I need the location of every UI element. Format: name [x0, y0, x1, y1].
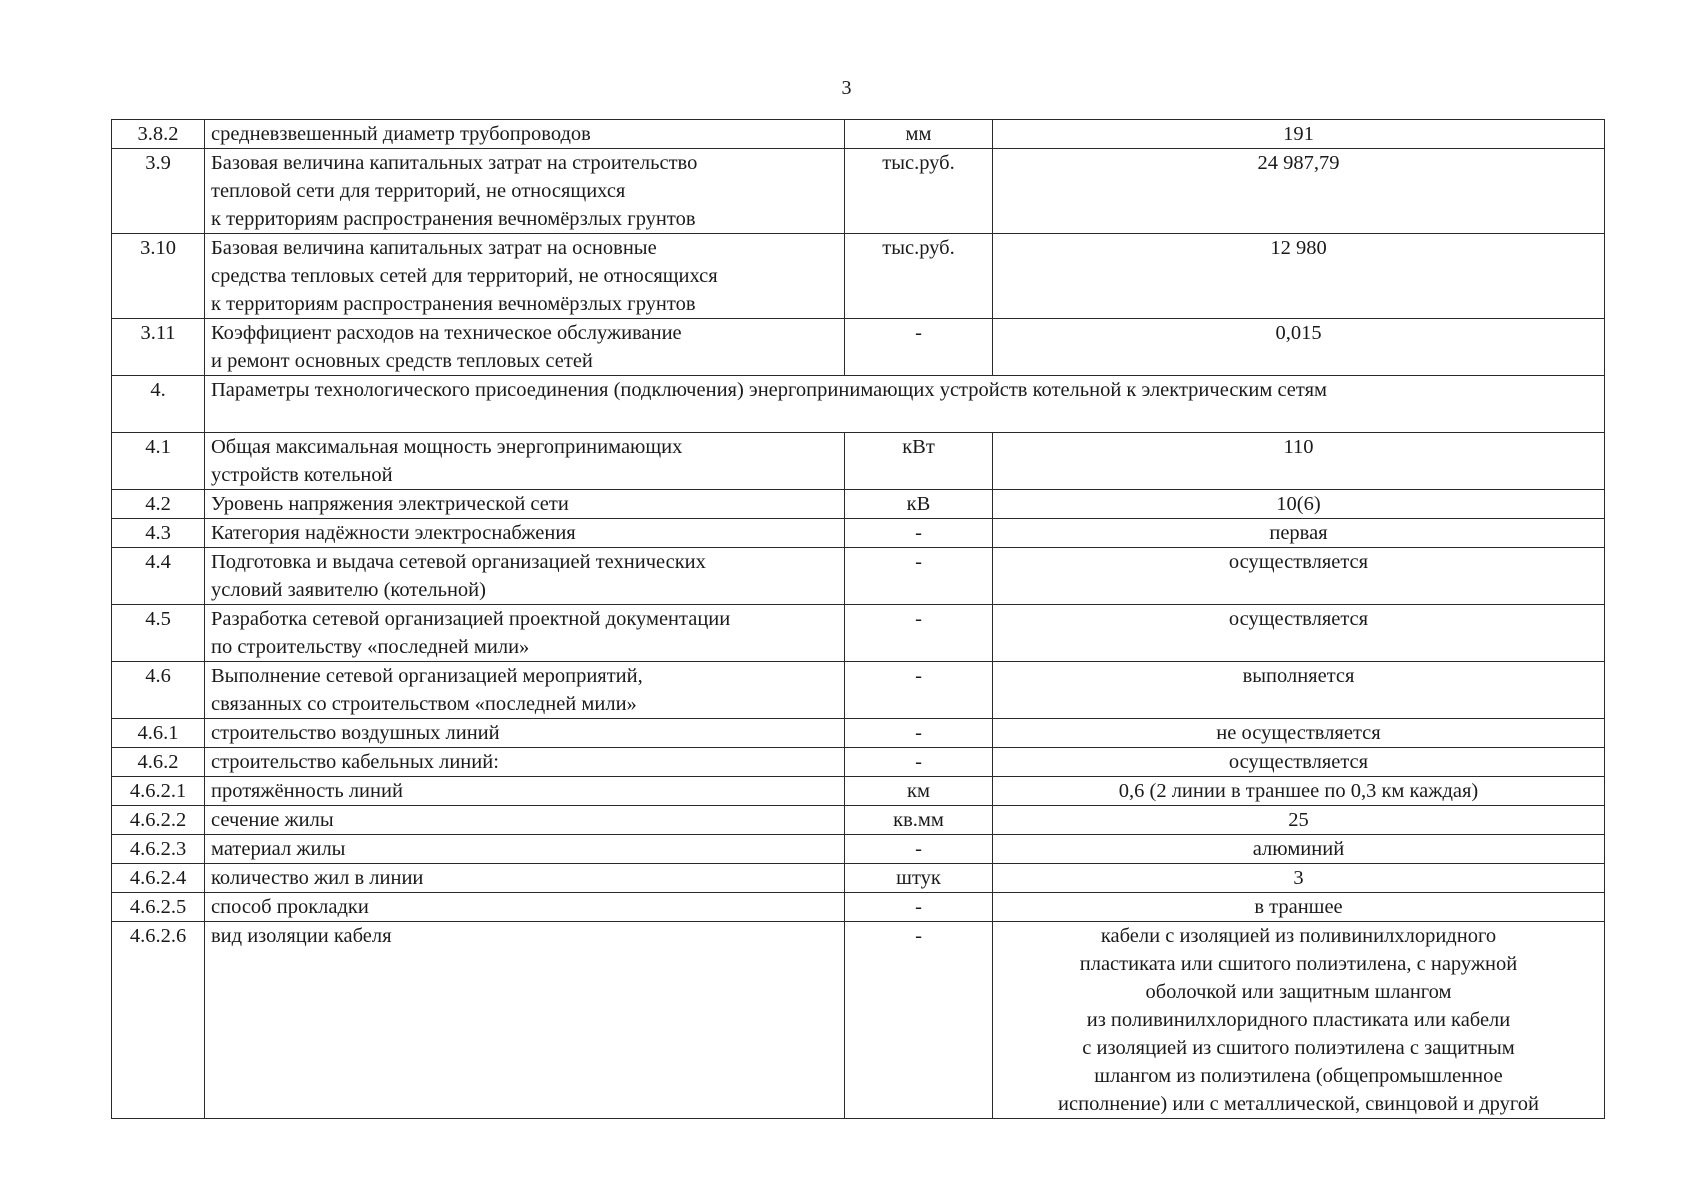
unit-cell: тыс.руб. [845, 234, 993, 319]
table-row [112, 864, 1605, 893]
table-row [112, 662, 1605, 719]
value-cell [993, 662, 1605, 719]
value-cell [993, 864, 1605, 893]
unit-cell: - [845, 519, 993, 548]
row-number: 4.6 [112, 662, 205, 719]
value-cell [993, 490, 1605, 519]
parameters-table [111, 119, 1605, 1119]
value-cell [993, 806, 1605, 835]
unit-cell: - [845, 748, 993, 777]
parameter-name-line: Коэффициент расходов на техническое обслуживание [211, 322, 682, 344]
value-line: осуществляется [1228, 751, 1369, 773]
parameter-name-line: строительство воздушных линий [211, 722, 500, 744]
value-line: 110 [1283, 436, 1314, 458]
value-cell [993, 605, 1605, 662]
parameters-table-body [112, 120, 1605, 1119]
value-line: пластиката или сшитого полиэтилена, с наружной [1079, 953, 1518, 975]
value-line: 10(6) [1276, 493, 1321, 515]
value-line: из поливинилхлоридного пластиката или кабели [1086, 1009, 1511, 1031]
value-cell [993, 319, 1605, 376]
value-line: 3 [1293, 867, 1304, 889]
parameter-name [205, 490, 845, 519]
parameter-name [205, 605, 845, 662]
value-cell [993, 120, 1605, 149]
parameter-name-line: Базовая величина капитальных затрат на основные [211, 237, 657, 259]
parameter-name [205, 120, 845, 149]
value-line: исполнение) или с металлической, свинцовой и другой [1058, 1093, 1539, 1115]
parameter-name [205, 922, 845, 1119]
table-row [112, 376, 1605, 433]
value-cell [993, 719, 1605, 748]
parameter-name-line: средневзвешенный диаметр трубопроводов [211, 123, 591, 145]
parameter-name-line: по строительству «последней мили» [211, 636, 530, 658]
row-number: 3.10 [112, 234, 205, 319]
table-row [112, 120, 1605, 149]
parameter-name [205, 719, 845, 748]
parameter-name-line: к территориям распространения вечномёрзлых грунтов [211, 208, 696, 230]
value-cell [993, 234, 1605, 319]
parameter-name [205, 893, 845, 922]
row-number: 4.2 [112, 490, 205, 519]
table-row [112, 835, 1605, 864]
value-cell [993, 433, 1605, 490]
unit-cell: - [845, 319, 993, 376]
value-line: шлангом из полиэтилена (общепромышленное [1094, 1065, 1503, 1087]
row-number: 4.6.2.5 [112, 893, 205, 922]
parameter-name-line: строительство кабельных линий: [211, 751, 499, 773]
parameter-name [205, 319, 845, 376]
parameter-name-line: количество жил в линии [211, 867, 424, 889]
unit-cell: кв.мм [845, 806, 993, 835]
parameter-name [205, 662, 845, 719]
unit-cell: штук [845, 864, 993, 893]
unit-cell: - [845, 719, 993, 748]
parameter-name-line: Разработка сетевой организацией проектной документации [211, 608, 731, 630]
parameter-name [205, 748, 845, 777]
unit-cell: - [845, 835, 993, 864]
value-line: не осуществляется [1216, 722, 1381, 744]
row-number: 4.4 [112, 548, 205, 605]
row-number: 4.1 [112, 433, 205, 490]
parameter-name-line: и ремонт основных средств тепловых сетей [211, 350, 593, 372]
parameter-name [205, 806, 845, 835]
unit-cell: - [845, 548, 993, 605]
table-row [112, 149, 1605, 234]
section-title: Параметры технологического присоединения (подключения) энергопринимающих устройств котельной к электрическим сетям [205, 376, 1605, 433]
value-cell [993, 893, 1605, 922]
table-row [112, 777, 1605, 806]
unit-cell: - [845, 605, 993, 662]
page-number: 3 [841, 77, 852, 99]
parameter-name-line: средства тепловых сетей для территорий, не относящихся [211, 265, 718, 287]
value-line: 12 980 [1270, 237, 1327, 259]
parameter-name [205, 777, 845, 806]
unit-cell: - [845, 662, 993, 719]
value-line: в траншее [1254, 896, 1343, 918]
table-row [112, 548, 1605, 605]
unit-cell: - [845, 922, 993, 1119]
unit-cell: мм [845, 120, 993, 149]
value-line: осуществляется [1228, 551, 1369, 573]
table-row [112, 893, 1605, 922]
value-line: 24 987,79 [1257, 152, 1340, 174]
row-number: 4. [112, 376, 205, 433]
row-number: 3.8.2 [112, 120, 205, 149]
parameter-name-line: условий заявителю (котельной) [211, 579, 486, 601]
unit-cell: км [845, 777, 993, 806]
value-line: 25 [1288, 809, 1309, 831]
value-line: 0,6 (2 линии в траншее по 0,3 км каждая) [1118, 780, 1479, 802]
table-row [112, 719, 1605, 748]
value-cell [993, 922, 1605, 1119]
row-number: 4.6.2.3 [112, 835, 205, 864]
table-row [112, 519, 1605, 548]
row-number: 4.6.2 [112, 748, 205, 777]
table-row [112, 605, 1605, 662]
parameter-name [205, 433, 845, 490]
parameter-name-line: Базовая величина капитальных затрат на строительство [211, 152, 698, 174]
row-number: 3.9 [112, 149, 205, 234]
parameter-name-line: Выполнение сетевой организацией мероприятий, [211, 665, 643, 687]
value-cell [993, 835, 1605, 864]
value-line: алюминий [1252, 838, 1345, 860]
table-row [112, 319, 1605, 376]
value-cell [993, 548, 1605, 605]
row-number: 3.11 [112, 319, 205, 376]
parameter-name-line: связанных со строительством «последней мили» [211, 693, 637, 715]
row-number: 4.6.1 [112, 719, 205, 748]
unit-cell: тыс.руб. [845, 149, 993, 234]
parameter-name [205, 548, 845, 605]
unit-cell: кВ [845, 490, 993, 519]
table-row [112, 433, 1605, 490]
value-cell [993, 748, 1605, 777]
parameter-name-line: материал жилы [211, 838, 346, 860]
value-line: кабели с изоляцией из поливинилхлоридного [1100, 925, 1497, 947]
row-number: 4.3 [112, 519, 205, 548]
value-cell [993, 519, 1605, 548]
parameter-name-line: тепловой сети для территорий, не относящихся [211, 180, 626, 202]
row-number: 4.6.2.1 [112, 777, 205, 806]
parameter-name-line: вид изоляции кабеля [211, 925, 392, 947]
parameter-name-line: Категория надёжности электроснабжения [211, 522, 576, 544]
value-line: с изоляцией из сшитого полиэтилена с защитным [1082, 1037, 1515, 1059]
row-number: 4.6.2.4 [112, 864, 205, 893]
row-number: 4.5 [112, 605, 205, 662]
table-row [112, 922, 1605, 1119]
parameter-name-line: Уровень напряжения электрической сети [211, 493, 569, 515]
parameter-name [205, 864, 845, 893]
table-row [112, 490, 1605, 519]
table-row [112, 748, 1605, 777]
parameter-name [205, 835, 845, 864]
value-line: первая [1269, 522, 1328, 544]
value-line: 191 [1283, 123, 1314, 145]
parameter-name-line: способ прокладки [211, 896, 369, 918]
row-number: 4.6.2.2 [112, 806, 205, 835]
parameter-name-line: устройств котельной [211, 464, 393, 486]
value-cell [993, 777, 1605, 806]
value-line: оболочкой или защитным шлангом [1145, 981, 1452, 1003]
parameter-name [205, 519, 845, 548]
parameter-name-line: протяжённость линий [211, 780, 403, 802]
parameter-name-line: сечение жилы [211, 809, 334, 831]
parameter-name [205, 234, 845, 319]
value-line: 0,015 [1275, 322, 1322, 344]
unit-cell: кВт [845, 433, 993, 490]
unit-cell: - [845, 893, 993, 922]
parameter-name-line: Подготовка и выдача сетевой организацией технических [211, 551, 706, 573]
row-number: 4.6.2.6 [112, 922, 205, 1119]
value-cell [993, 149, 1605, 234]
value-line: осуществляется [1228, 608, 1369, 630]
table-row [112, 806, 1605, 835]
parameter-name-line: Общая максимальная мощность энергопринимающих [211, 436, 683, 458]
table-row [112, 234, 1605, 319]
parameter-name-line: к территориям распространения вечномёрзлых грунтов [211, 293, 696, 315]
value-line: выполняется [1242, 665, 1355, 687]
parameter-name [205, 149, 845, 234]
